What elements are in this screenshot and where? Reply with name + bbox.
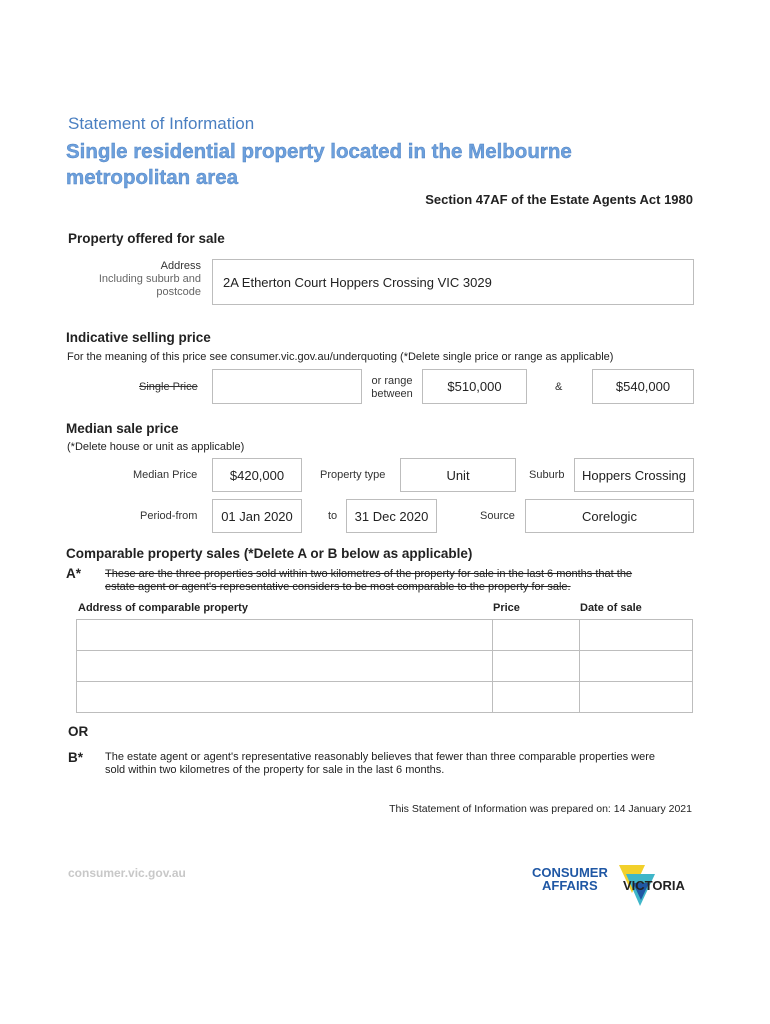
suburb-value: Hoppers Crossing — [581, 467, 687, 483]
single-price-label: Single Price — [139, 381, 198, 393]
median-price-value: $420,000 — [229, 467, 285, 483]
option-a-text-1: These are the three properties sold within two kilometres of the property for sale in the last 6 months that the — [105, 568, 633, 580]
range-label-1: or range — [371, 375, 413, 387]
address-sublabel-2: postcode — [156, 286, 201, 298]
prepared-date: This Statement of Information was prepared on: 14 January 2021 — [389, 803, 692, 815]
range-high-field[interactable] — [592, 369, 694, 404]
option-b-text-2: sold within two kilometres of the property for sale in the last 6 months. — [105, 764, 445, 776]
source-label: Source — [480, 510, 515, 522]
option-b-marker: B* — [68, 750, 84, 765]
median-note: (*Delete house or unit as applicable) — [67, 441, 245, 453]
period-to-value: 31 Dec 2020 — [354, 508, 429, 524]
col-price-header: Price — [493, 602, 520, 614]
comparable-date-cell[interactable] — [580, 682, 693, 713]
comparable-date-cell[interactable] — [580, 620, 693, 651]
address-field[interactable] — [212, 259, 694, 305]
range-amp: & — [555, 381, 563, 393]
comparable-price-cell[interactable] — [493, 682, 580, 713]
option-a-marker: A* — [66, 566, 82, 581]
range-high-value: $540,000 — [615, 379, 671, 394]
col-address-header: Address of comparable property — [78, 602, 248, 614]
or-label: OR — [68, 724, 89, 739]
property-type-field[interactable] — [400, 458, 516, 492]
suburb-field[interactable] — [574, 458, 694, 492]
option-a-text-2: estate agent or agent's representative considers to be most comparable to the property for sale. — [105, 581, 571, 593]
range-label-2: between — [371, 388, 413, 400]
comparable-heading: Comparable property sales (*Delete A or B below as applicable) — [66, 546, 473, 561]
address-value: 2A Etherton Court Hoppers Crossing VIC 3029 — [223, 274, 492, 290]
property-heading: Property offered for sale — [68, 231, 225, 246]
comparable-address-cell[interactable] — [77, 651, 493, 682]
comparable-price-cell[interactable] — [493, 651, 580, 682]
comparable-date-cell[interactable] — [580, 651, 693, 682]
indicative-note: For the meaning of this price see consumer.vic.gov.au/underquoting (*Delete single price or range as applicable) — [67, 351, 614, 363]
comparable-address-cell[interactable] — [77, 620, 493, 651]
logo-affairs-text: AFFAIRS — [542, 878, 598, 893]
comparable-table — [76, 619, 693, 713]
act-reference: Section 47AF of the Estate Agents Act 1980 — [425, 192, 693, 207]
comparable-price-cell[interactable] — [493, 620, 580, 651]
table-row — [77, 620, 693, 651]
property-type-label: Property type — [320, 469, 386, 481]
logo-consumer-text: CONSUMER — [532, 865, 608, 880]
range-low-field[interactable] — [422, 369, 527, 404]
indicative-heading: Indicative selling price — [66, 330, 211, 345]
single-price-field[interactable] — [212, 369, 362, 404]
table-row — [77, 682, 693, 713]
period-to-label: to — [328, 510, 338, 522]
property-type-value: Unit — [446, 467, 470, 483]
logo-victoria-text: VICTORIA — [623, 878, 685, 893]
median-price-label: Median Price — [133, 469, 198, 481]
source-value: Corelogic — [582, 508, 637, 524]
source-field[interactable] — [525, 499, 694, 533]
period-from-field[interactable] — [212, 499, 302, 533]
document-title: Statement of Information — [68, 114, 255, 133]
median-heading: Median sale price — [66, 421, 179, 436]
page-title: Single residential property located in the Melbourne metropolitan area — [66, 140, 572, 189]
period-to-field[interactable] — [346, 499, 437, 533]
option-b-text-1: The estate agent or agent's representative reasonably believes that fewer than three comparable properties were — [105, 751, 655, 763]
consumer-affairs-victoria-logo — [531, 862, 697, 915]
table-row — [77, 651, 693, 682]
median-price-field[interactable] — [212, 458, 302, 492]
suburb-label: Suburb — [529, 469, 565, 481]
address-label: Address — [160, 260, 201, 272]
footer-url[interactable]: consumer.vic.gov.au — [68, 866, 186, 880]
range-low-value: $510,000 — [447, 379, 502, 394]
comparable-address-cell[interactable] — [77, 682, 493, 713]
address-sublabel-1: Including suburb and — [98, 273, 201, 285]
period-from-label: Period-from — [140, 510, 198, 522]
period-from-value: 01 Jan 2020 — [221, 508, 293, 524]
col-date-header: Date of sale — [580, 602, 642, 614]
